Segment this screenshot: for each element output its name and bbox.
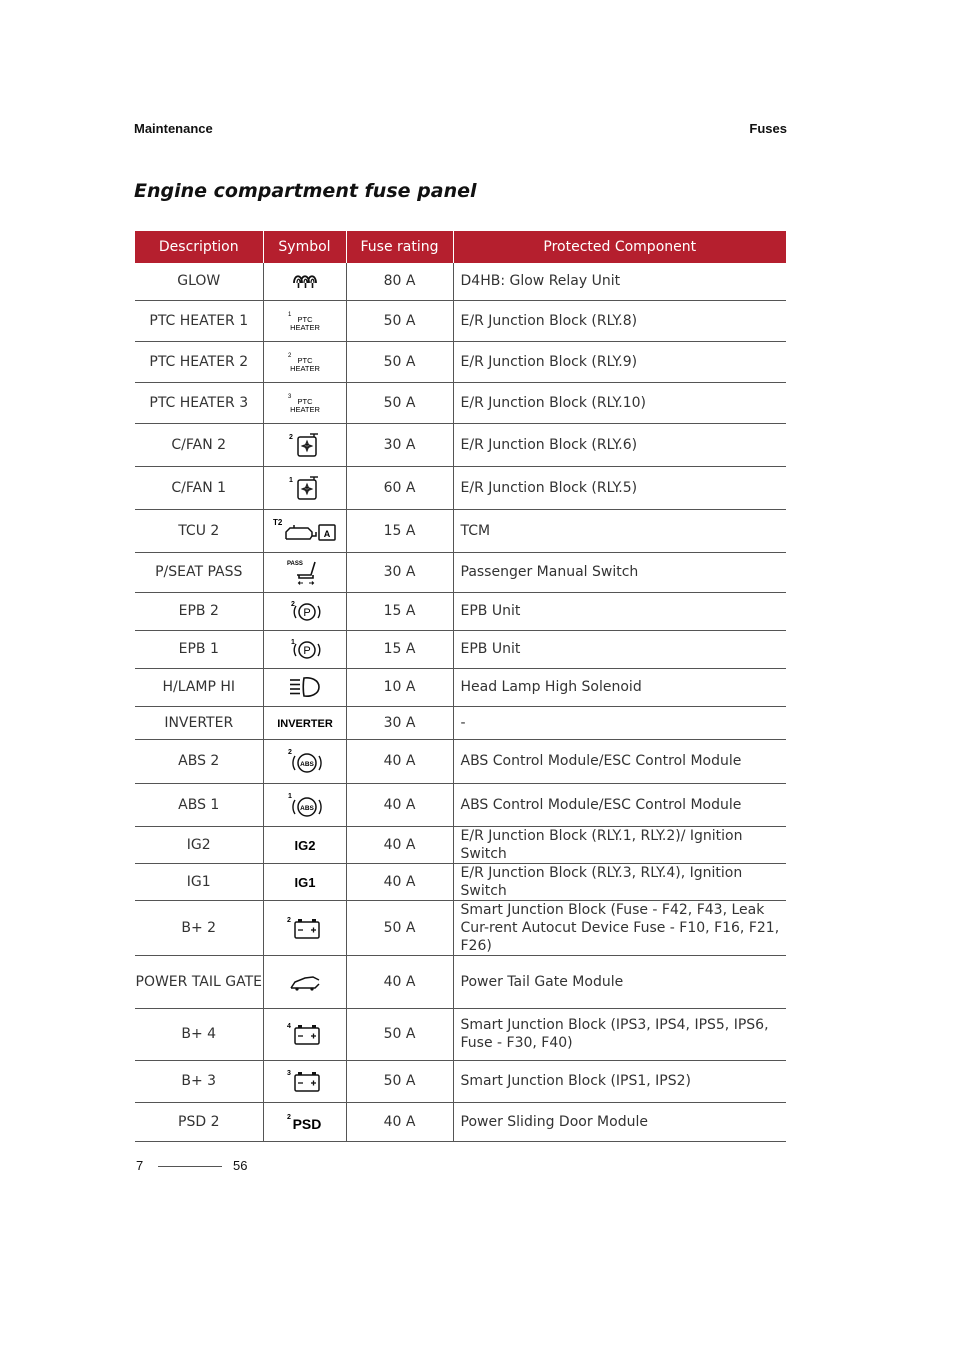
protected-component-cell: Power Sliding Door Module [453, 1102, 786, 1141]
transmission-icon [272, 517, 338, 545]
header-topic: Fuses [749, 121, 787, 136]
description-cell: IG1 [135, 863, 263, 900]
table-row [135, 1008, 786, 1060]
symbol-label-abs: ABS [299, 761, 314, 768]
symbol-label-inverter: INVERTER [276, 717, 333, 730]
fuse-rating-cell: 50 A [346, 900, 453, 955]
symbol-number: 4 [286, 1023, 291, 1030]
description-cell: B+ 4 [135, 1008, 263, 1060]
symbol-label-abs: ABS [299, 804, 314, 812]
table-row [135, 955, 786, 1008]
protected-component-cell: E/R Junction Block (RLY.6) [453, 423, 786, 466]
symbol-label-ig: IG2 [294, 837, 315, 853]
parking-brake-icon [288, 636, 322, 662]
fuse-rating-cell: 40 A [346, 955, 453, 1008]
table-row [135, 263, 786, 300]
table-header-row [135, 231, 786, 263]
protected-component-cell: ABS Control Module/ESC Control Module [453, 739, 786, 783]
description-cell: EPB 2 [135, 592, 263, 630]
protected-component-cell: EPB Unit [453, 630, 786, 668]
description-cell: PTC HEATER 3 [135, 382, 263, 423]
symbol-number: 1 [288, 476, 293, 484]
table-row [135, 668, 786, 706]
description-cell: C/FAN 1 [135, 466, 263, 509]
symbol-cell [263, 509, 346, 552]
symbol-label-t2: T2 [272, 517, 282, 527]
column-header-fuse-rating: Fuse rating [346, 231, 453, 263]
description-cell: INVERTER [135, 706, 263, 739]
fuse-rating-cell: 50 A [346, 382, 453, 423]
table-row [135, 900, 786, 955]
symbol-number: 2 [287, 352, 291, 359]
psd-text-icon [285, 1111, 325, 1133]
symbol-cell [263, 668, 346, 706]
parking-brake-icon [288, 598, 322, 624]
description-cell: C/FAN 2 [135, 423, 263, 466]
symbol-cell [263, 423, 346, 466]
fuse-rating-cell: 30 A [346, 552, 453, 592]
fuse-rating-cell: 50 A [346, 1060, 453, 1102]
fuse-table [135, 231, 786, 1142]
symbol-number: 1 [287, 311, 291, 318]
symbol-number: 3 [287, 393, 291, 400]
symbol-number: 2 [286, 1113, 291, 1121]
protected-component-cell: E/R Junction Block (RLY.8) [453, 300, 786, 341]
protected-component-cell: E/R Junction Block (RLY.5) [453, 466, 786, 509]
fuse-rating-cell: 30 A [346, 706, 453, 739]
footer-chapter-number: 7 [136, 1158, 144, 1173]
battery-icon [286, 1067, 324, 1095]
symbol-cell [263, 300, 346, 341]
description-cell: EPB 1 [135, 630, 263, 668]
symbol-cell [263, 466, 346, 509]
description-cell: PTC HEATER 2 [135, 341, 263, 382]
symbol-label-ig: IG1 [294, 874, 315, 890]
column-header-protected-component: Protected Component [453, 231, 786, 263]
fuse-rating-cell: 15 A [346, 592, 453, 630]
symbol-cell [263, 826, 346, 863]
symbol-label-heater: HEATER [289, 404, 320, 414]
battery-icon [286, 1020, 324, 1048]
header-section: Maintenance [134, 121, 213, 136]
power-seat-icon [285, 558, 325, 586]
symbol-cell [263, 552, 346, 592]
fuse-rating-cell: 15 A [346, 630, 453, 668]
ig-text-icon [285, 873, 325, 891]
symbol-number: 1 [290, 639, 295, 646]
symbol-label-pass: PASS [286, 561, 303, 567]
symbol-label-ptc: PTC [297, 314, 312, 324]
protected-component-cell: EPB Unit [453, 592, 786, 630]
footer-page-number: 56 [233, 1158, 248, 1173]
table-row [135, 783, 786, 826]
symbol-cell [263, 263, 346, 300]
symbol-label-a: A [323, 528, 330, 539]
symbol-number: 2 [290, 601, 295, 608]
protected-component-cell: - [453, 706, 786, 739]
table-row [135, 423, 786, 466]
protected-component-cell: E/R Junction Block (RLY.1, RLY.2)/ Ignition Switch [453, 826, 786, 863]
description-cell: ABS 2 [135, 739, 263, 783]
fuse-rating-cell: 15 A [346, 509, 453, 552]
table-row [135, 1060, 786, 1102]
fuse-rating-cell: 60 A [346, 466, 453, 509]
protected-component-cell: TCM [453, 509, 786, 552]
symbol-cell [263, 706, 346, 739]
symbol-cell [263, 955, 346, 1008]
fuse-rating-cell: 50 A [346, 300, 453, 341]
symbol-cell [263, 382, 346, 423]
protected-component-cell: D4HB: Glow Relay Unit [453, 263, 786, 300]
symbol-label-p: P [302, 645, 311, 657]
description-cell: B+ 2 [135, 900, 263, 955]
fuse-rating-cell: 80 A [346, 263, 453, 300]
table-row [135, 466, 786, 509]
table-row [135, 739, 786, 783]
protected-component-cell: Smart Junction Block (IPS3, IPS4, IPS5, IPS6, Fuse - F30, F40) [453, 1008, 786, 1060]
abs-icon [286, 746, 324, 776]
symbol-cell [263, 739, 346, 783]
symbol-label-psd: PSD [292, 1115, 321, 1132]
footer-divider [158, 1166, 222, 1167]
description-cell: TCU 2 [135, 509, 263, 552]
description-cell: H/LAMP HI [135, 668, 263, 706]
tailgate-icon [285, 970, 325, 994]
protected-component-cell: E/R Junction Block (RLY.10) [453, 382, 786, 423]
cooling-fan-icon [288, 474, 322, 502]
protected-component-cell: ABS Control Module/ESC Control Module [453, 783, 786, 826]
symbol-label-p: P [302, 607, 311, 619]
table-row [135, 863, 786, 900]
symbol-number: 2 [286, 916, 291, 924]
fuse-rating-cell: 40 A [346, 1102, 453, 1141]
symbol-number: 2 [287, 749, 292, 756]
protected-component-cell: E/R Junction Block (RLY.3, RLY.4), Ignition Switch [453, 863, 786, 900]
description-cell: GLOW [135, 263, 263, 300]
fuse-rating-cell: 50 A [346, 341, 453, 382]
fuse-rating-cell: 40 A [346, 783, 453, 826]
description-cell: POWER TAIL GATE [135, 955, 263, 1008]
description-cell: PTC HEATER 1 [135, 300, 263, 341]
table-row [135, 341, 786, 382]
description-cell: ABS 1 [135, 783, 263, 826]
column-header-symbol: Symbol [263, 231, 346, 263]
symbol-cell [263, 1102, 346, 1141]
symbol-number: 1 [287, 792, 292, 800]
protected-component-cell: Smart Junction Block (IPS1, IPS2) [453, 1060, 786, 1102]
table-row [135, 630, 786, 668]
symbol-label-ptc: PTC [297, 355, 312, 365]
ig-text-icon [285, 836, 325, 854]
protected-component-cell: Head Lamp High Solenoid [453, 668, 786, 706]
table-row [135, 382, 786, 423]
symbol-cell [263, 783, 346, 826]
table-row [135, 826, 786, 863]
column-header-description: Description [135, 231, 263, 263]
symbol-cell [263, 630, 346, 668]
fuse-rating-cell: 40 A [346, 739, 453, 783]
table-row [135, 552, 786, 592]
protected-component-cell: E/R Junction Block (RLY.9) [453, 341, 786, 382]
symbol-label-ptc: PTC [297, 396, 312, 406]
symbol-label-heater: HEATER [289, 322, 320, 332]
abs-icon [286, 790, 324, 820]
fuse-rating-cell: 50 A [346, 1008, 453, 1060]
description-cell: B+ 3 [135, 1060, 263, 1102]
symbol-cell [263, 863, 346, 900]
description-cell: IG2 [135, 826, 263, 863]
ptc-heater-icon [285, 391, 325, 415]
symbol-cell [263, 1060, 346, 1102]
symbol-cell [263, 900, 346, 955]
battery-icon [286, 914, 324, 942]
glow-plug-icon [291, 271, 319, 291]
description-cell: PSD 2 [135, 1102, 263, 1141]
protected-component-cell: Passenger Manual Switch [453, 552, 786, 592]
table-row [135, 592, 786, 630]
symbol-number: 2 [288, 433, 293, 441]
fuse-rating-cell: 10 A [346, 668, 453, 706]
table-row [135, 300, 786, 341]
symbol-cell [263, 1008, 346, 1060]
symbol-cell [263, 341, 346, 382]
fuse-rating-cell: 30 A [346, 423, 453, 466]
ptc-heater-icon [285, 309, 325, 333]
high-beam-icon [285, 675, 325, 699]
fuse-rating-cell: 40 A [346, 826, 453, 863]
table-row [135, 509, 786, 552]
inverter-text-icon [270, 714, 340, 732]
table-row [135, 706, 786, 739]
cooling-fan-icon [288, 431, 322, 459]
symbol-number: 3 [286, 1070, 291, 1077]
protected-component-cell: Power Tail Gate Module [453, 955, 786, 1008]
ptc-heater-icon [285, 350, 325, 374]
symbol-label-heater: HEATER [289, 363, 320, 373]
table-row [135, 1102, 786, 1141]
fuse-rating-cell: 40 A [346, 863, 453, 900]
protected-component-cell: Smart Junction Block (Fuse - F42, F43, Leak Cur-rent Autocut Device Fuse - F10, F16, F21, F26) [453, 900, 786, 955]
page-title: Engine compartment fuse panel [134, 180, 477, 202]
description-cell: P/SEAT PASS [135, 552, 263, 592]
symbol-cell [263, 592, 346, 630]
